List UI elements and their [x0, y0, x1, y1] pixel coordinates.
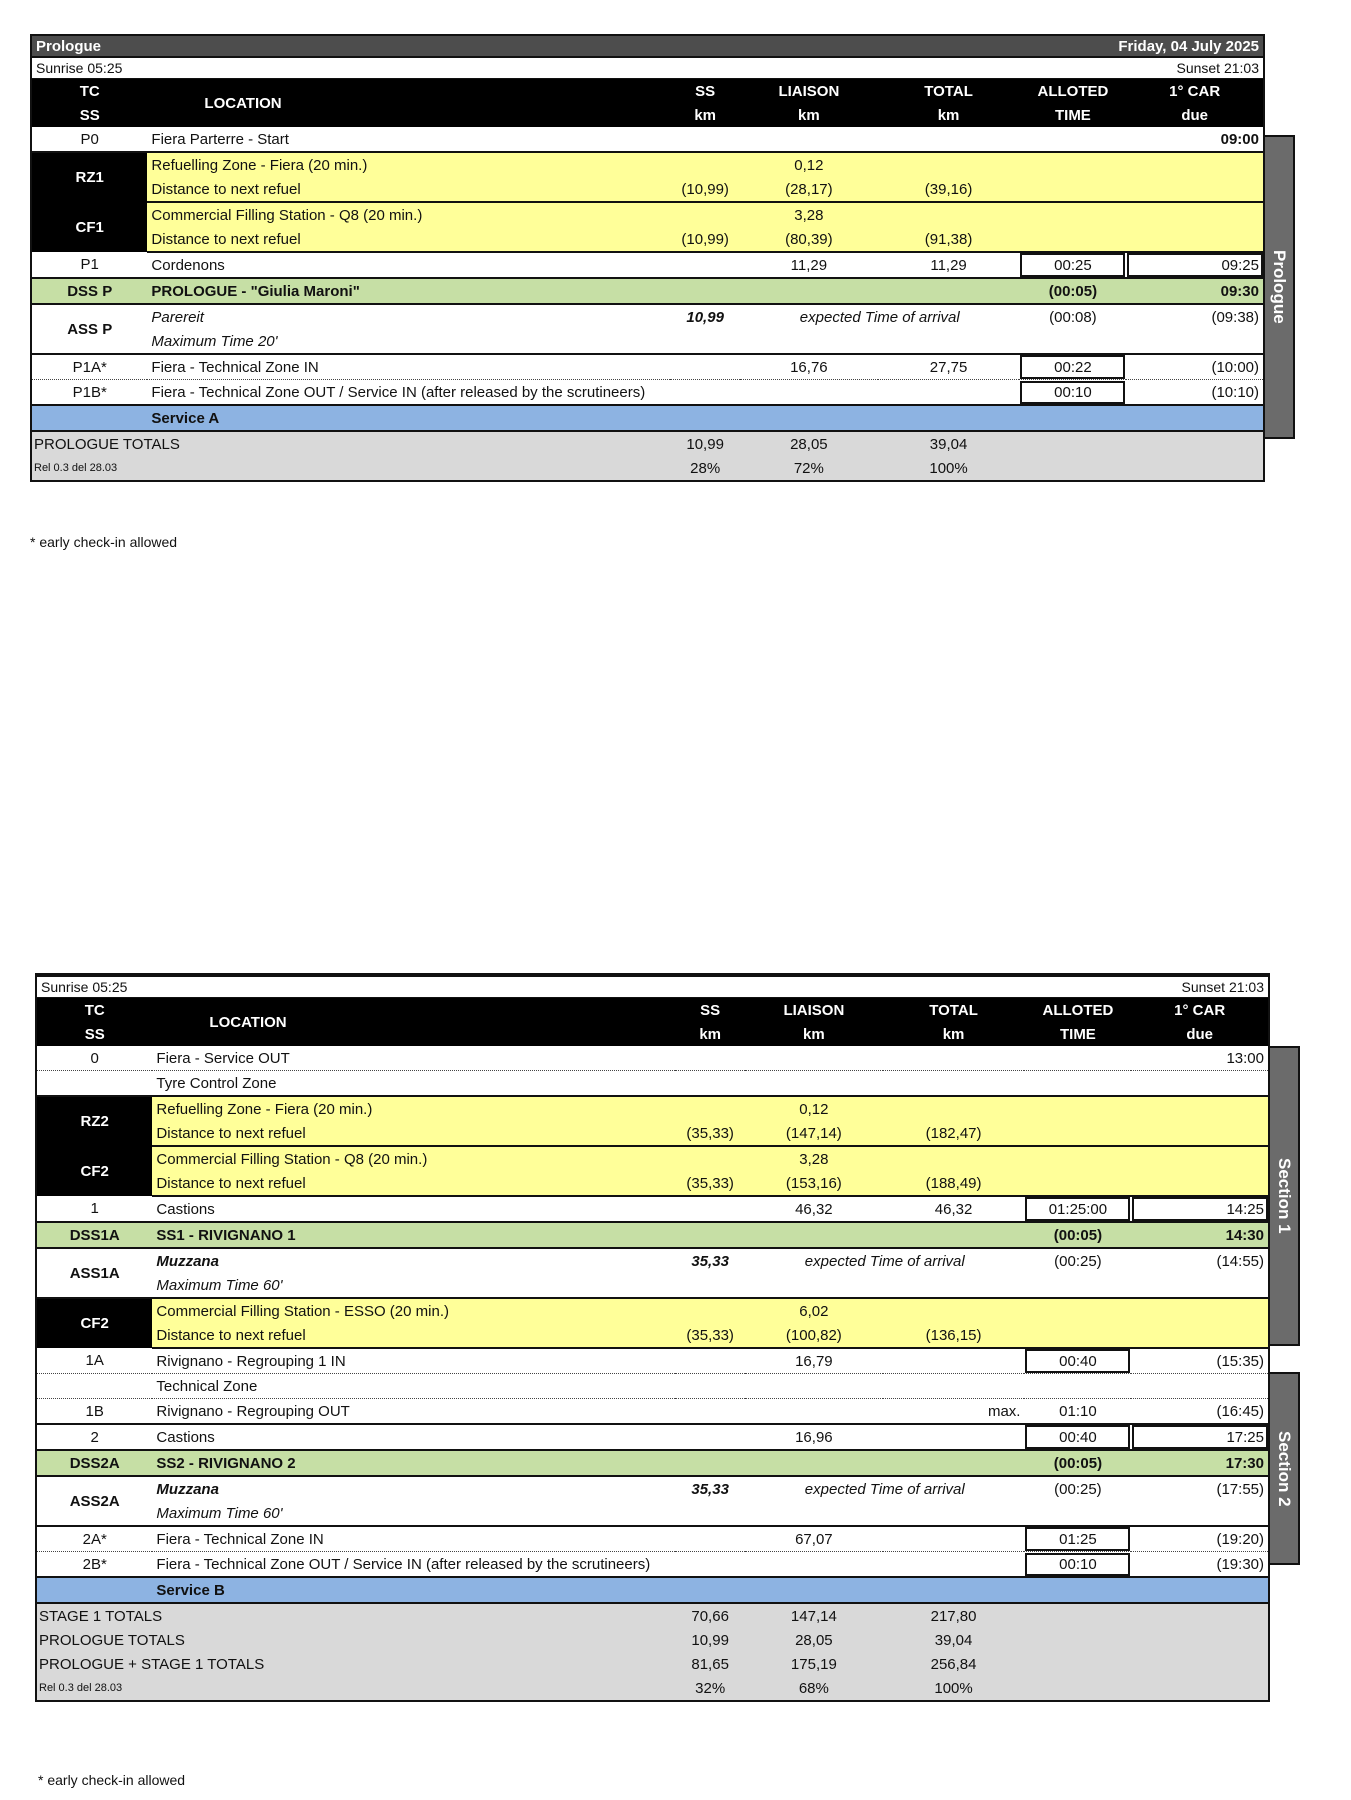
table-row: [36, 1552, 1269, 1578]
refuel-row: [31, 202, 1264, 227]
prologue-table: [30, 79, 1265, 482]
location: Fiera - Technical Zone IN: [147, 354, 670, 380]
tc-code: P1: [31, 252, 147, 278]
liaison-percent: 68%: [745, 1676, 883, 1701]
location: Fiera Parterre - Start: [147, 127, 670, 152]
ss-percent: 32%: [675, 1676, 745, 1701]
ss-km: 35,33: [691, 1252, 729, 1270]
service-label: Service B: [152, 1577, 675, 1603]
header-tc: TC: [36, 998, 152, 1022]
first-car-due: (10:00): [1126, 354, 1264, 380]
first-car-due: (17:55): [1216, 1480, 1264, 1498]
refuel-distance-row: [36, 1323, 1269, 1348]
liaison-km: (147,14): [745, 1121, 883, 1146]
tc-code: 0: [36, 1046, 152, 1071]
table-row: [36, 1424, 1269, 1450]
section2-side-tab: [1268, 1372, 1300, 1565]
header-time: TIME: [1024, 1022, 1131, 1046]
tc-code: DSS1A: [36, 1222, 152, 1248]
alloted-time: 00:25: [1019, 252, 1126, 278]
footnote: * early check-in allowed: [38, 1772, 186, 1788]
liaison-km: 46,32: [745, 1196, 883, 1222]
stage-name: PROLOGUE - "Giulia Maroni": [147, 278, 670, 304]
header-car: 1° CAR: [1131, 998, 1269, 1022]
first-car-due: 14:30: [1131, 1222, 1269, 1248]
section1-side-tab: [1268, 1046, 1300, 1346]
totals-row: [31, 431, 1264, 456]
max-time-row: [36, 1501, 1269, 1526]
alloted-time: (00:25): [1054, 1252, 1102, 1270]
location: Distance to next refuel: [152, 1171, 675, 1196]
first-car-due: 09:00: [1126, 127, 1264, 152]
max-time: Maximum Time 60': [152, 1273, 675, 1298]
location: Cordenons: [147, 252, 670, 278]
sunset-time: Sunset 21:03: [1176, 60, 1259, 76]
side-label: Section 1: [1275, 1158, 1294, 1234]
header-due: due: [1131, 1022, 1269, 1046]
side-label: Prologue: [1270, 250, 1289, 324]
ss-km: 10,99: [686, 308, 724, 326]
header-total: TOTAL: [883, 998, 1025, 1022]
max-time: Maximum Time 20': [147, 329, 670, 354]
location: Fiera - Technical Zone OUT / Service IN (after released by the scrutineers): [152, 1552, 1024, 1578]
alloted-time: (00:05): [1024, 1450, 1131, 1476]
totals-total: 217,80: [883, 1603, 1025, 1628]
header-ss: SS: [670, 79, 740, 103]
totals-row: [36, 1628, 1269, 1652]
release-label: Rel 0.3 del 28.03: [31, 456, 670, 481]
header-liaison: LIAISON: [745, 998, 883, 1022]
refuel-distance-row: [36, 1171, 1269, 1196]
tc-code: 1: [36, 1196, 152, 1222]
header-ss: SS: [675, 998, 745, 1022]
totals-percent-row: [31, 456, 1264, 481]
liaison-percent: 72%: [740, 456, 878, 481]
table-row: [36, 1071, 1269, 1097]
table-header: [36, 998, 1269, 1022]
total-km: 11,29: [878, 252, 1020, 278]
header-location: LOCATION: [152, 998, 675, 1046]
refuel-distance-row: [31, 177, 1264, 202]
first-car-due: (09:38): [1211, 308, 1259, 326]
refuel-row: [36, 1146, 1269, 1171]
totals-label: PROLOGUE + STAGE 1 TOTALS: [36, 1652, 675, 1676]
refuel-row: [36, 1298, 1269, 1323]
liaison-km: 67,07: [745, 1526, 883, 1552]
header-due: due: [1126, 103, 1264, 127]
side-label: Section 2: [1275, 1430, 1294, 1507]
sun-times-bar: [30, 58, 1265, 79]
alloted-time: 01:10: [1024, 1399, 1131, 1425]
liaison-km: 3,28: [745, 1146, 883, 1171]
header-ss-unit: km: [675, 1022, 745, 1046]
total-percent: 100%: [878, 456, 1020, 481]
total-percent: 100%: [883, 1676, 1025, 1701]
max-label: max.: [883, 1399, 1025, 1425]
stage-finish-row: [31, 304, 1264, 329]
location: Distance to next refuel: [147, 227, 670, 252]
location: Rivignano - Regrouping 1 IN: [152, 1348, 675, 1374]
tc-code: 1B: [36, 1399, 152, 1425]
ss-km: (35,33): [675, 1323, 745, 1348]
header-total-unit: km: [883, 1022, 1025, 1046]
table-row: [31, 127, 1264, 152]
alloted-time: 01:25:00: [1024, 1196, 1131, 1222]
liaison-km: (28,17): [740, 177, 878, 202]
alloted-time: 01:25: [1024, 1526, 1131, 1552]
location: Refuelling Zone - Fiera (20 min.): [152, 1096, 675, 1121]
ss-km: (35,33): [675, 1121, 745, 1146]
table-row: [36, 1196, 1269, 1222]
header-location: LOCATION: [147, 79, 670, 127]
header-liaison-unit: km: [745, 1022, 883, 1046]
total-km: 46,32: [883, 1196, 1025, 1222]
totals-label: PROLOGUE TOTALS: [31, 431, 670, 456]
totals-label: STAGE 1 TOTALS: [36, 1603, 675, 1628]
max-time-row: [36, 1273, 1269, 1298]
alloted-time: (00:05): [1019, 278, 1126, 304]
stage-name: SS1 - RIVIGNANO 1: [152, 1222, 675, 1248]
first-car-due: 13:00: [1131, 1046, 1269, 1071]
liaison-km: (100,82): [745, 1323, 883, 1348]
eta-label: expected Time of arrival: [804, 1252, 965, 1270]
stage-name: SS2 - RIVIGNANO 2: [152, 1450, 675, 1476]
totals-ss: 70,66: [675, 1603, 745, 1628]
totals-ss: 81,65: [675, 1652, 745, 1676]
alloted-time: 00:10: [1019, 380, 1126, 406]
refuel-row: [31, 152, 1264, 177]
liaison-km: 11,29: [740, 252, 878, 278]
location: Fiera - Service OUT: [152, 1046, 675, 1071]
totals-row: [36, 1603, 1269, 1628]
location: Distance to next refuel: [152, 1121, 675, 1146]
total-km: 27,75: [878, 354, 1020, 380]
first-car-due: (16:45): [1131, 1399, 1269, 1425]
tc-code: DSS P: [31, 278, 147, 304]
totals-liaison: 28,05: [745, 1628, 883, 1652]
refuel-distance-row: [31, 227, 1264, 252]
release-label: Rel 0.3 del 28.03: [36, 1676, 675, 1701]
alloted-time: (00:05): [1024, 1222, 1131, 1248]
header-time: TIME: [1019, 103, 1126, 127]
tc-code: 1A: [36, 1348, 152, 1374]
tc-code: ASS2A: [36, 1476, 152, 1526]
footnote: * early check-in allowed: [30, 534, 178, 550]
header-total: TOTAL: [878, 79, 1020, 103]
ss-km: (10,99): [670, 177, 740, 202]
stage1-table: [35, 998, 1270, 1702]
finish-location: Parereit: [151, 308, 204, 326]
max-time: Maximum Time 60': [152, 1501, 675, 1526]
location: Castions: [152, 1424, 675, 1450]
table-row: [36, 1399, 1269, 1425]
totals-ss: 10,99: [675, 1628, 745, 1652]
location: Technical Zone: [152, 1374, 675, 1399]
table-row: [36, 1374, 1269, 1399]
first-car-due: 17:30: [1131, 1450, 1269, 1476]
total-km: (188,49): [883, 1171, 1025, 1196]
liaison-km: (153,16): [745, 1171, 883, 1196]
tc-code: ASS P: [31, 304, 147, 354]
location: Rivignano - Regrouping OUT: [152, 1399, 675, 1425]
first-car-due: (14:55): [1216, 1252, 1264, 1270]
header-car: 1° CAR: [1126, 79, 1264, 103]
totals-row: [36, 1652, 1269, 1676]
liaison-km: 6,02: [745, 1298, 883, 1323]
service-label: Service A: [147, 405, 670, 431]
refuel-distance-row: [36, 1121, 1269, 1146]
first-car-due: 09:30: [1126, 278, 1264, 304]
tc-code: RZ1: [31, 152, 147, 202]
tc-code: 2A*: [36, 1526, 152, 1552]
sunrise-time: Sunrise 05:25: [41, 979, 128, 995]
sunrise-time: Sunrise 05:25: [36, 60, 123, 76]
prologue-side-tab: [1263, 135, 1295, 439]
stage-finish-row: [36, 1248, 1269, 1273]
ss-km: (10,99): [670, 227, 740, 252]
alloted-time: (00:25): [1054, 1480, 1102, 1498]
location: Distance to next refuel: [147, 177, 670, 202]
liaison-km: 16,96: [745, 1424, 883, 1450]
first-car-due: 17:25: [1131, 1424, 1269, 1450]
table-row: [31, 252, 1264, 278]
location: Distance to next refuel: [152, 1323, 675, 1348]
stage-start-row: [36, 1450, 1269, 1476]
liaison-km: (80,39): [740, 227, 878, 252]
alloted-time: 00:40: [1024, 1424, 1131, 1450]
totals-ss: 10,99: [670, 431, 740, 456]
prologue-itinerary: [30, 34, 1265, 482]
location: Fiera - Technical Zone IN: [152, 1526, 675, 1552]
totals-percent-row: [36, 1676, 1269, 1701]
max-time-row: [31, 329, 1264, 354]
location: Refuelling Zone - Fiera (20 min.): [147, 152, 670, 177]
table-row: [36, 1046, 1269, 1071]
sunset-time: Sunset 21:03: [1181, 979, 1264, 995]
tc-code: P1A*: [31, 354, 147, 380]
tc-code: RZ2: [36, 1096, 152, 1146]
liaison-km: 0,12: [740, 152, 878, 177]
ss-percent: 28%: [670, 456, 740, 481]
first-car-due: (19:30): [1131, 1552, 1269, 1578]
location: Commercial Filling Station - Q8 (20 min.): [147, 202, 670, 227]
totals-liaison: 28,05: [740, 431, 878, 456]
tc-code: CF2: [36, 1298, 152, 1348]
header-liaison: LIAISON: [740, 79, 878, 103]
total-km: (91,38): [878, 227, 1020, 252]
table-row: [31, 380, 1264, 406]
header-ss-unit: km: [670, 103, 740, 127]
total-km: (39,16): [878, 177, 1020, 202]
location: Commercial Filling Station - Q8 (20 min.): [152, 1146, 675, 1171]
first-car-due: (10:10): [1126, 380, 1264, 406]
tc-code: DSS2A: [36, 1450, 152, 1476]
first-car-due: (19:20): [1131, 1526, 1269, 1552]
liaison-km: 16,76: [740, 354, 878, 380]
first-car-due: (15:35): [1131, 1348, 1269, 1374]
service-row: [31, 405, 1264, 431]
totals-total: 39,04: [883, 1628, 1025, 1652]
tc-code: P1B*: [31, 380, 147, 406]
totals-liaison: 147,14: [745, 1603, 883, 1628]
table-row: [31, 354, 1264, 380]
totals-total: 256,84: [883, 1652, 1025, 1676]
header-alloted: ALLOTED: [1019, 79, 1126, 103]
service-row: [36, 1577, 1269, 1603]
totals-total: 39,04: [878, 431, 1020, 456]
location: Commercial Filling Station - ESSO (20 min.): [152, 1298, 675, 1323]
liaison-km: 3,28: [740, 202, 878, 227]
tc-code: CF2: [36, 1146, 152, 1196]
stage-finish-row: [36, 1476, 1269, 1501]
header-tc: TC: [31, 79, 147, 103]
alloted-time: 00:10: [1024, 1552, 1131, 1578]
location: Tyre Control Zone: [152, 1071, 675, 1097]
ss-km: (35,33): [675, 1171, 745, 1196]
tc-code: CF1: [31, 202, 147, 252]
alloted-time: 00:40: [1024, 1348, 1131, 1374]
stage-start-row: [31, 278, 1264, 304]
header-alloted: ALLOTED: [1024, 998, 1131, 1022]
liaison-km: 16,79: [745, 1348, 883, 1374]
totals-liaison: 175,19: [745, 1652, 883, 1676]
sun-times-bar: [35, 977, 1270, 998]
location: Castions: [152, 1196, 675, 1222]
stage1-itinerary: [35, 973, 1270, 1702]
totals-label: PROLOGUE TOTALS: [36, 1628, 675, 1652]
finish-location: Muzzana: [156, 1252, 219, 1270]
total-km: (182,47): [883, 1121, 1025, 1146]
refuel-row: [36, 1096, 1269, 1121]
first-car-due: 09:25: [1126, 252, 1264, 278]
header-liaison-unit: km: [740, 103, 878, 127]
header-ss-label: SS: [36, 1022, 152, 1046]
table-row: [36, 1526, 1269, 1552]
alloted-time: 00:22: [1019, 354, 1126, 380]
liaison-km: 0,12: [745, 1096, 883, 1121]
stage-start-row: [36, 1222, 1269, 1248]
table-row: [36, 1348, 1269, 1374]
tc-code: 2: [36, 1424, 152, 1450]
event-date: Friday, 04 July 2025: [1118, 37, 1259, 55]
header-ss-label: SS: [31, 103, 147, 127]
section-title: Prologue: [36, 37, 102, 55]
prologue-title-bar: [30, 34, 1265, 58]
finish-location: Muzzana: [156, 1480, 219, 1498]
tc-code: 2B*: [36, 1552, 152, 1578]
location: Fiera - Technical Zone OUT / Service IN (after released by the scrutineers): [147, 380, 1019, 406]
ss-km: 35,33: [691, 1480, 729, 1498]
header-total-unit: km: [878, 103, 1020, 127]
table-header: [31, 79, 1264, 103]
tc-code: ASS1A: [36, 1248, 152, 1298]
alloted-time: (00:08): [1049, 308, 1097, 326]
first-car-due: 14:25: [1131, 1196, 1269, 1222]
eta-label: expected Time of arrival: [799, 308, 960, 326]
tc-code: P0: [31, 127, 147, 152]
eta-label: expected Time of arrival: [804, 1480, 965, 1498]
total-km: (136,15): [883, 1323, 1025, 1348]
